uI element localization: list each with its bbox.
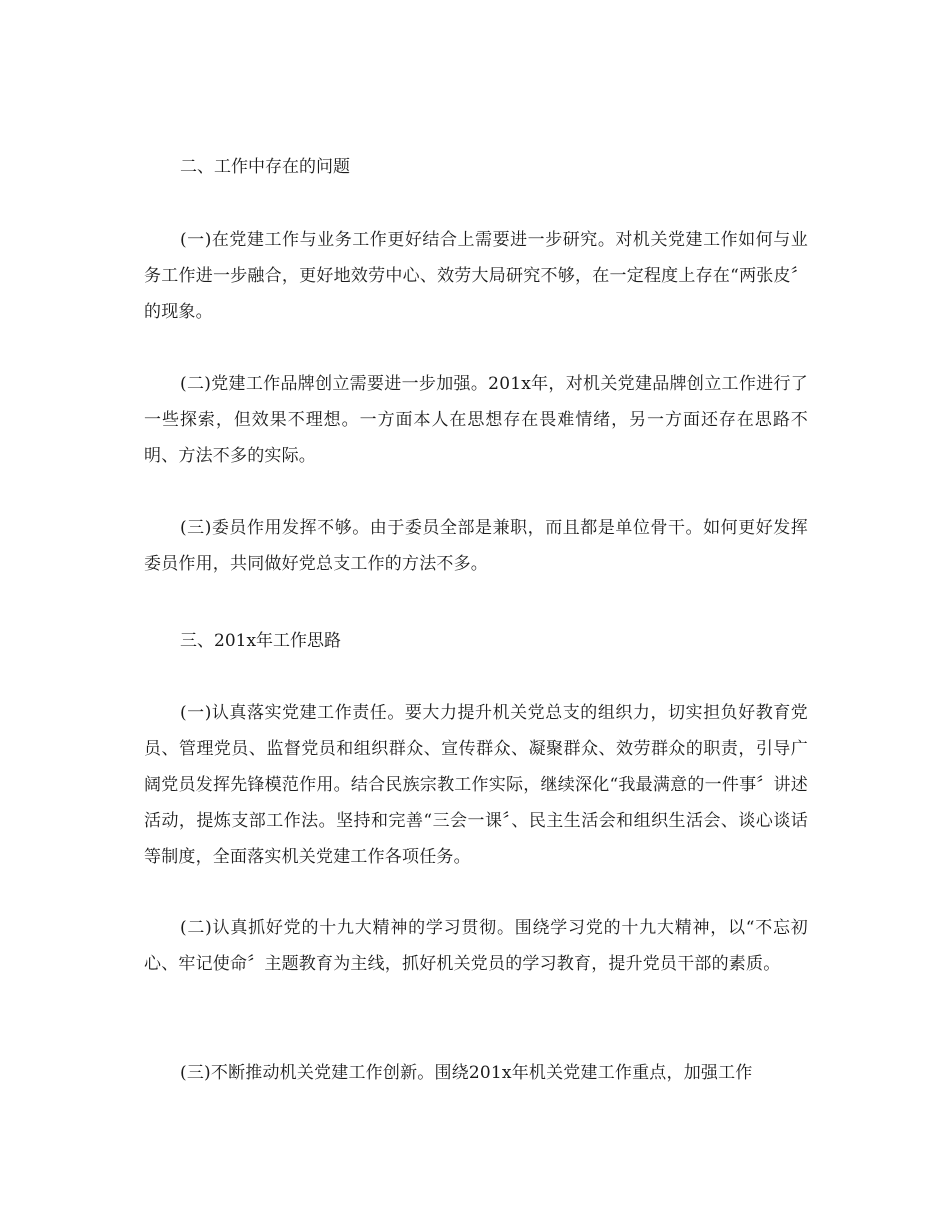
section-heading-plan: 三、201x年工作思路 xyxy=(180,631,342,651)
paragraph-plan-3: (三)不断推动机关党建工作创新。围绕201x年机关党建工作重点，加强工作 xyxy=(180,1063,753,1083)
paragraph-plan-1: (一)认真落实党建工作责任。要大力提升机关党总支的组织力，切实担负好教育党员、管理党员、监督党员和组织群众、宣传群众、凝聚群众、效劳群众的职责，引导广阔党员发挥先锋模范作用。结合民族宗教工作实际，继续深化“我最满意的一件事〞讲述活动，提炼支部工作法。坚持和完善“三会一课〞、民主生活会和组织生活会、谈心谈话等制度，全面落实机关党建工作各项任务。 xyxy=(144,703,808,867)
paragraph-problem-2: (二)党建工作品牌创立需要进一步加强。201x年，对机关党建品牌创立工作进行了一些探索，但效果不理想。一方面本人在思想存在畏难情绪，另一方面还存在思路不明、方法不多的实际。 xyxy=(144,374,808,466)
paragraph-problem-1: (一)在党建工作与业务工作更好结合上需要进一步研究。对机关党建工作如何与业务工作进一步融合，更好地效劳中心、效劳大局研究不够，在一定程度上存在“两张皮〞的现象。 xyxy=(144,230,808,322)
paragraph-problem-3: (三)委员作用发挥不够。由于委员全部是兼职，而且都是单位骨干。如何更好发挥委员作用，共同做好党总支工作的方法不多。 xyxy=(144,518,808,574)
paragraph-plan-2: (二)认真抓好党的十九大精神的学习贯彻。围绕学习党的十九大精神，以“不忘初心、牢记使命〞主题教育为主线，抓好机关党员的学习教育，提升党员干部的素质。 xyxy=(144,918,808,974)
section-heading-problems: 二、工作中存在的问题 xyxy=(180,157,350,177)
